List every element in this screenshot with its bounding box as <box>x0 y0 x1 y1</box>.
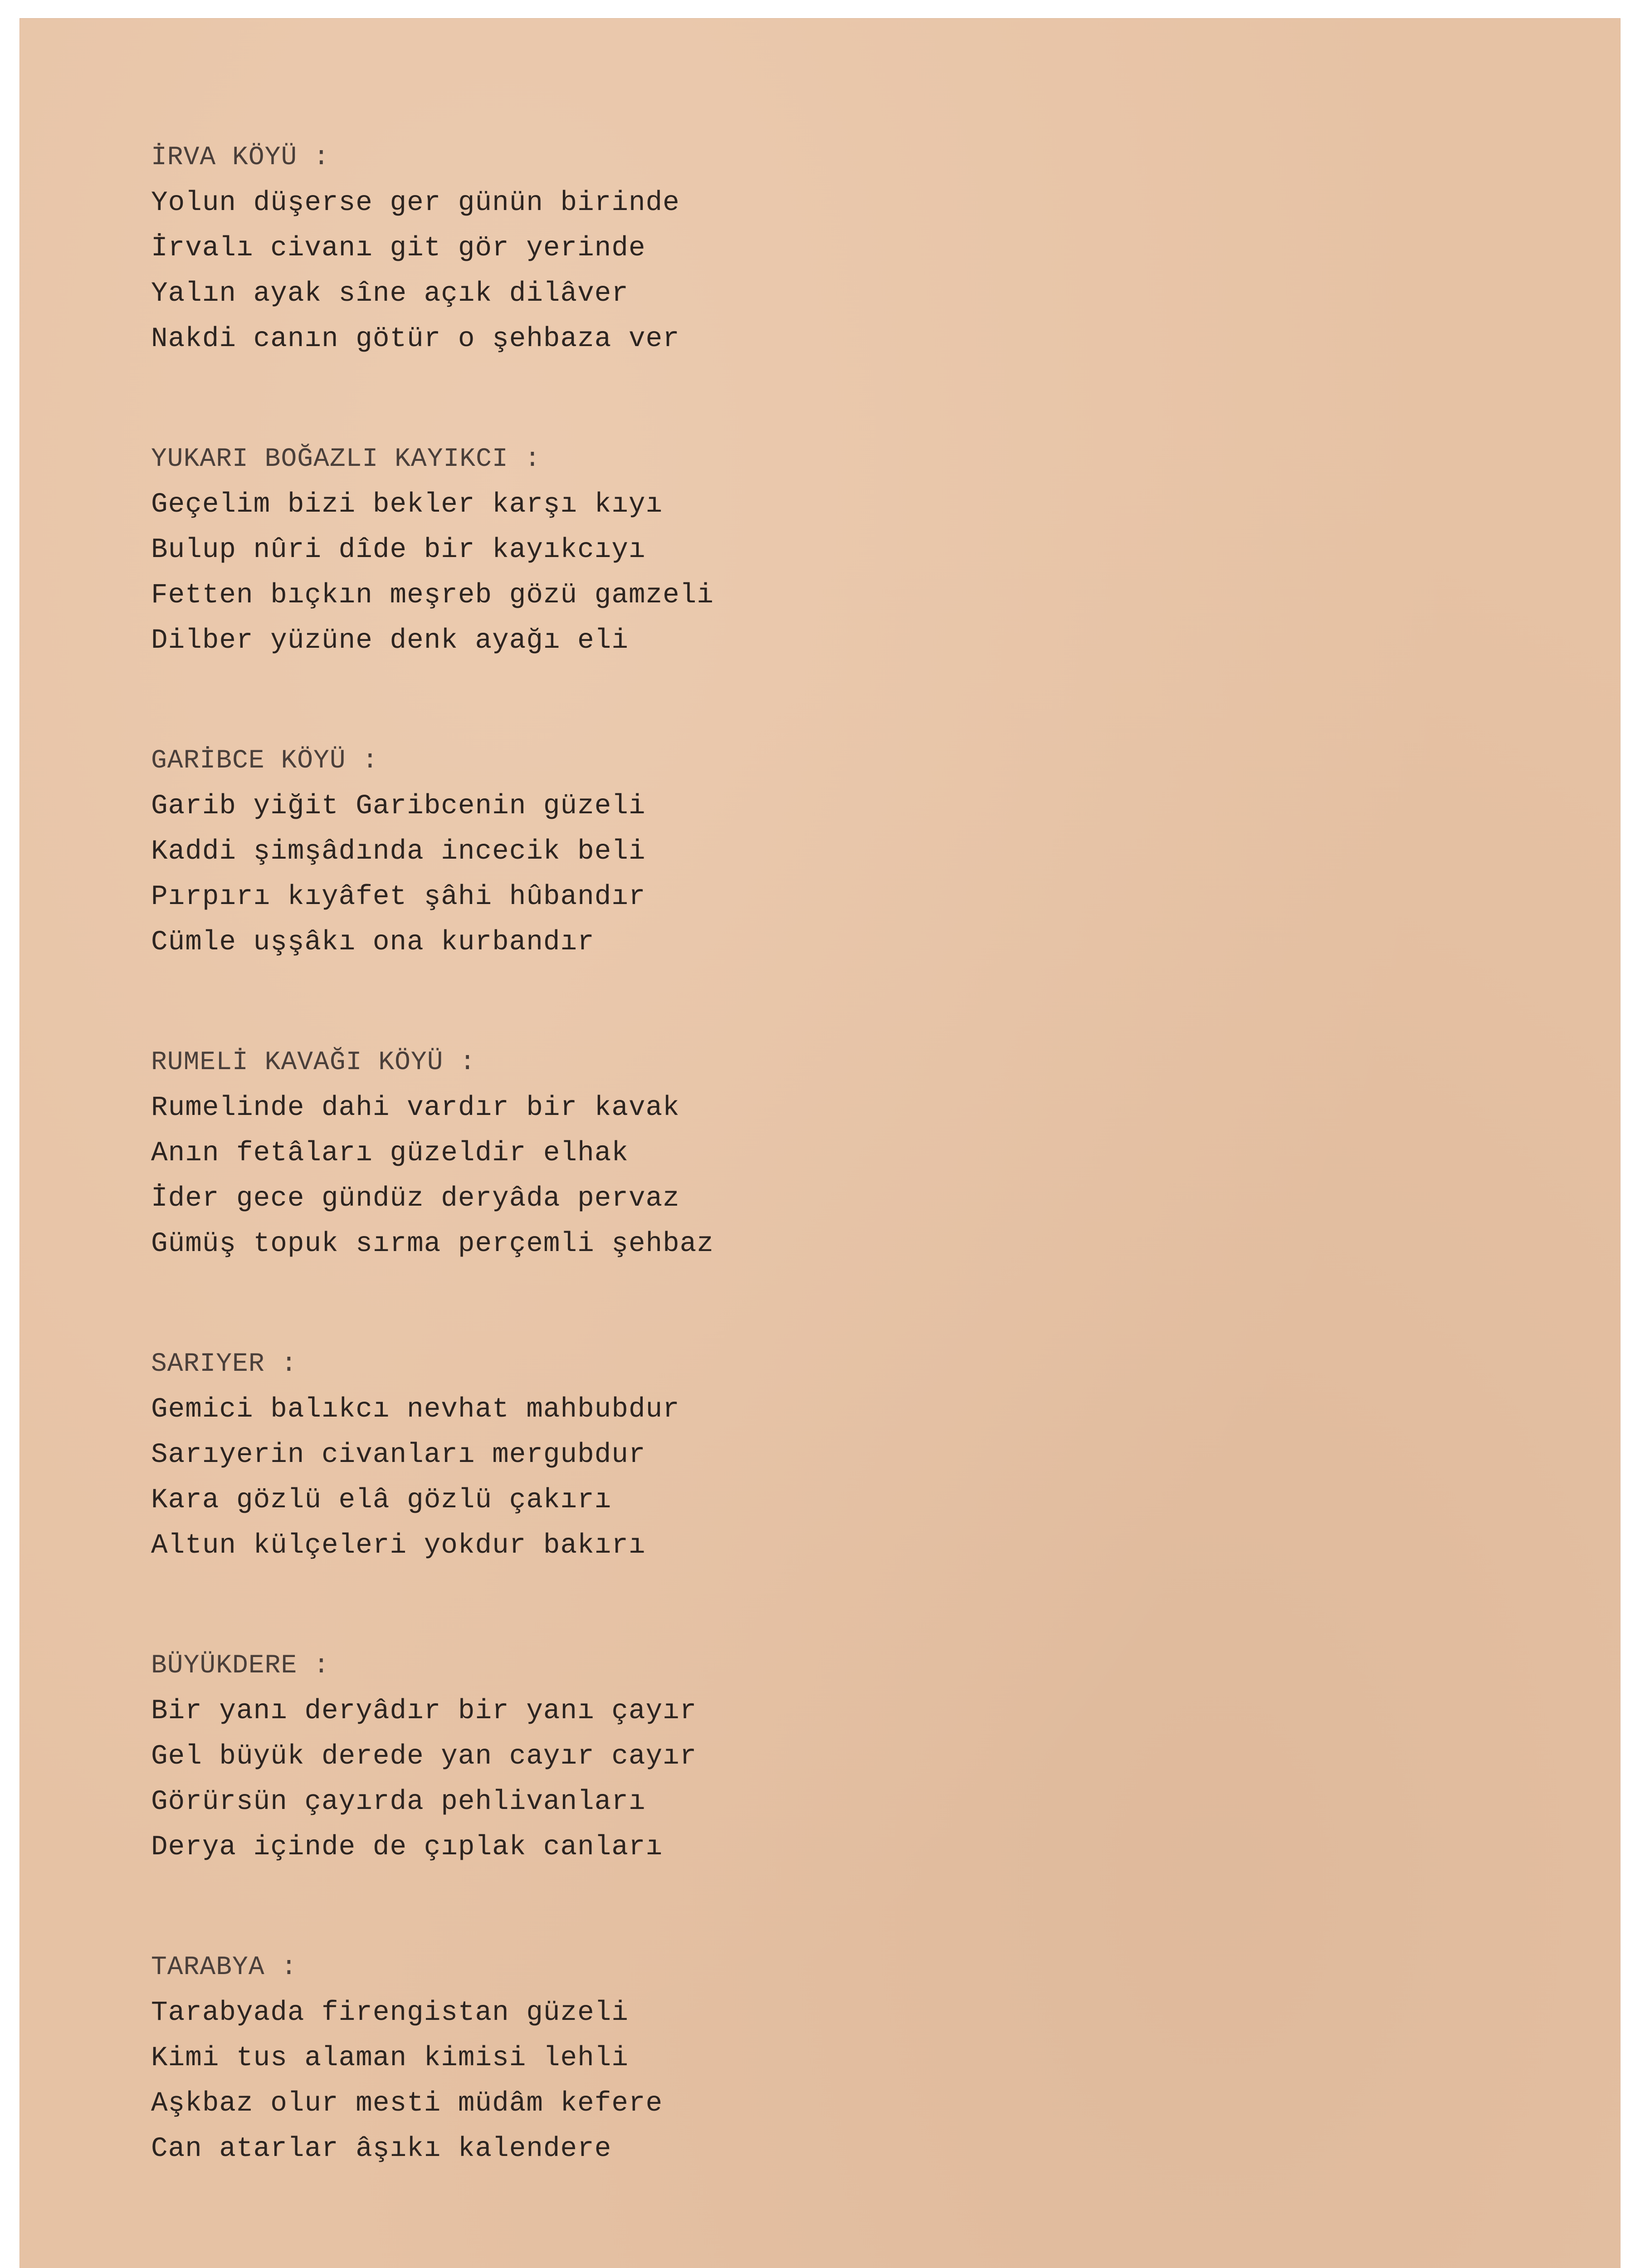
poem-body <box>151 135 967 2268</box>
verse-line: Gümüş topuk sırma perçemli şehbaz <box>151 1228 714 1260</box>
verse-line: Cümle uşşâkı ona kurbandır <box>151 927 595 958</box>
stanza-heading: TARABYA : <box>151 1953 298 1982</box>
typed-page <box>20 18 1620 2268</box>
verse-line: Yolun düşerse ger günün birinde <box>151 187 680 219</box>
stanza-rumeli-kavagi-koyu <box>151 1040 967 1267</box>
verse-line: Anın fetâları güzeldir elhak <box>151 1138 629 1169</box>
verse-line: Bulup nûri dîde bir kayıkcıyı <box>151 534 646 566</box>
verse-line: İder gece gündüz deryâda pervaz <box>151 1183 680 1214</box>
stanza-gap <box>151 1870 967 1945</box>
stanza-heading: YUKARI BOĞAZLI KAYIKCI : <box>151 445 541 474</box>
verse-line: Geçelim bizi bekler karşı kıyı <box>151 489 663 520</box>
verse-line: Yalın ayak sîne açık dilâver <box>151 278 629 309</box>
verse-line: Dilber yüzüne denk ayağı eli <box>151 625 629 656</box>
stanza-gap <box>151 965 967 1040</box>
stanza-tarabya <box>151 1945 967 2172</box>
verse-line: Kimi tus alaman kimisi lehli <box>151 2043 629 2074</box>
verse-line: Nakdi canın götür o şehbaza ver <box>151 323 680 355</box>
stanza-garibce-koyu <box>151 738 967 965</box>
stanza-gap <box>151 1569 967 1643</box>
verse-line: Can atarlar âşıkı kalendere <box>151 2133 612 2165</box>
stanza-gap <box>151 2172 967 2268</box>
stanza-heading: GARİBCE KÖYÜ : <box>151 746 379 776</box>
verse-line: Sarıyerin civanları mergubdur <box>151 1439 646 1471</box>
stanza-sariyer <box>151 1342 967 1569</box>
stanza-yukari-bogazli-kayikci <box>151 437 967 664</box>
stanza-heading: BÜYÜKDERE : <box>151 1651 330 1681</box>
verse-line: Gel büyük derede yan cayır cayır <box>151 1741 697 1772</box>
verse-line: İrvalı civanı git gör yerinde <box>151 233 646 264</box>
verse-line: Fetten bıçkın meşreb gözü gamzeli <box>151 580 714 611</box>
verse-line: Rumelinde dahi vardır bir kavak <box>151 1092 680 1124</box>
stanza-gap <box>151 1267 967 1342</box>
stanza-gap <box>151 664 967 738</box>
stanza-gap <box>151 362 967 437</box>
verse-line: Altun külçeleri yokdur bakırı <box>151 1530 646 1561</box>
verse-line: Kaddi şimşâdında incecik beli <box>151 836 646 867</box>
stanza-heading: SARIYER : <box>151 1349 298 1379</box>
verse-line: Bir yanı deryâdır bir yanı çayır <box>151 1696 697 1727</box>
stanza-heading: İRVA KÖYÜ : <box>151 143 330 172</box>
verse-line: Garib yiğit Garibcenin güzeli <box>151 791 646 822</box>
verse-line: Kara gözlü elâ gözlü çakırı <box>151 1485 612 1516</box>
stanza-buyukdere <box>151 1643 967 1870</box>
verse-line: Görürsün çayırda pehlivanları <box>151 1786 646 1818</box>
verse-line: Tarabyada firengistan güzeli <box>151 1997 629 2028</box>
stanza-irva-koyu <box>151 135 967 362</box>
verse-line: Derya içinde de çıplak canları <box>151 1832 663 1863</box>
verse-line: Gemici balıkcı nevhat mahbubdur <box>151 1394 680 1425</box>
verse-line: Pırpırı kıyâfet şâhi hûbandır <box>151 881 646 913</box>
stanza-heading: RUMELİ KAVAĞI KÖYÜ : <box>151 1048 476 1077</box>
verse-line: Aşkbaz olur mesti müdâm kefere <box>151 2088 663 2119</box>
